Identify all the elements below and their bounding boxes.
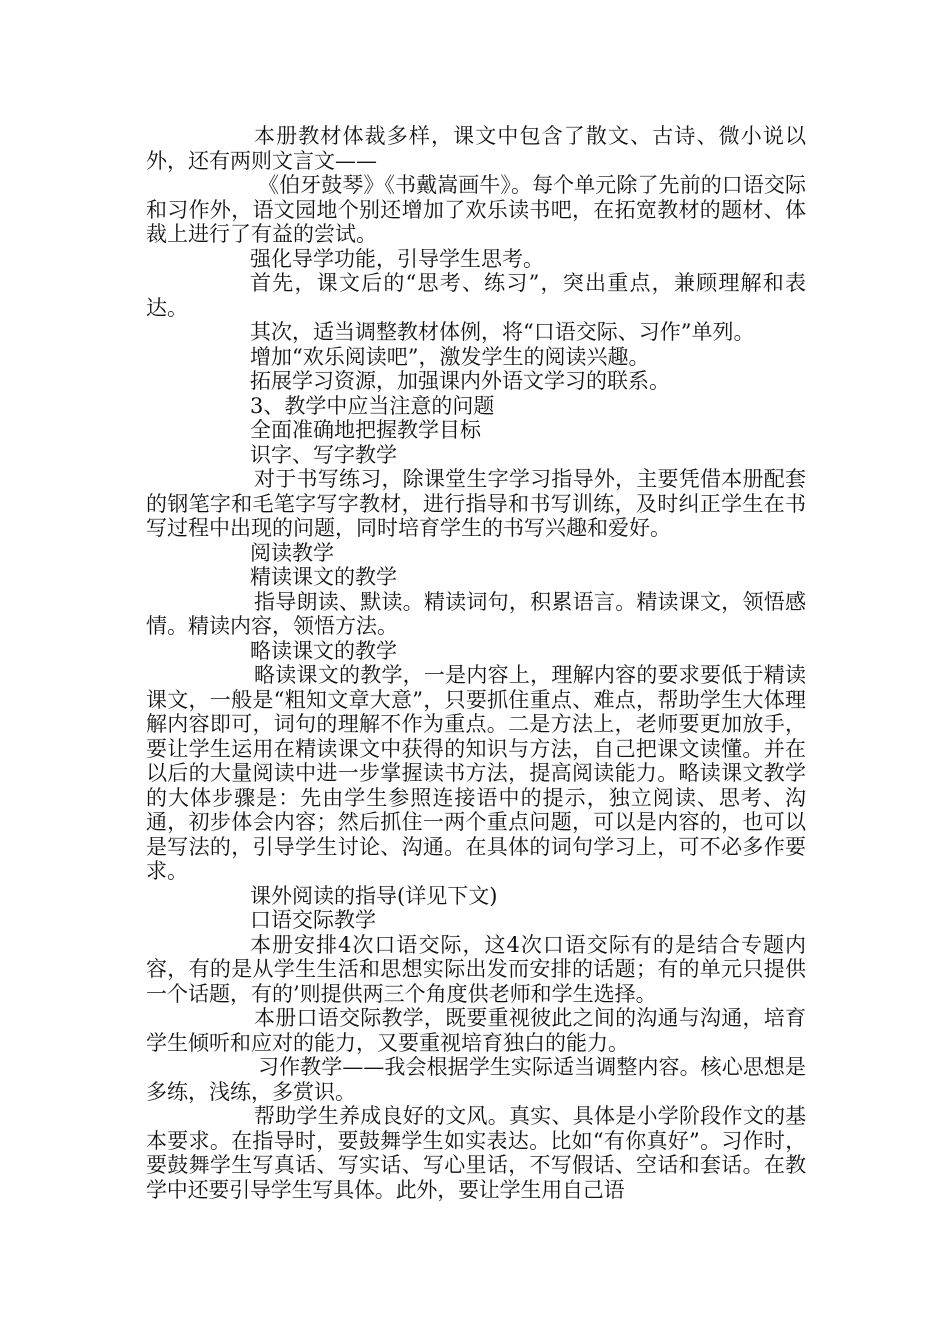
- heading-reading-teaching: 阅读教学: [250, 540, 334, 565]
- paragraph-skim-reading: 略读课文的教学，一是内容上，理解内容的要求要低于精读课文，一般是“粗知文章大意”，只要抓住重点、难点，帮助学生大体理解内容即可，词句的理解不作为重点。二是方法上，老师要更加放手，要让学生运用在精读课文中获得的知识与方法，自己把课文读懂。并在以后的大量阅读中进一步掌握读书方法，提高阅读能力。略读课文教学的大体步骤是：先由学生参照连接语中的提示，独立阅读、思考、沟通，初步体会内容；然后抓住一两个重点问题，可以是内容的，也可以是写法的，引导学生讨论、沟通。在具体的词句学习上，可不必多作要求。: [146, 663, 806, 883]
- paragraph-second: 其次，适当调整教材体例，将“口语交际、习作”单列。: [250, 320, 755, 344]
- paragraph-resources: 拓展学习资源，加强课内外语文学习的联系。: [250, 369, 670, 393]
- paragraph-composition: 习作教学——我会根据学生实际适当调整内容。核心思想是多练，浅练，多赏识。: [146, 1055, 806, 1104]
- paragraph-intensive-reading: 指导朗读、默读。精读词句，积累语言。精读课文，领悟感情。精读内容，领悟方法。: [146, 589, 806, 638]
- paragraph-units: 《伯牙鼓琴》《书戴嵩画牛》。每个单元除了先前的口语交际和习作外，语文园地个别还增加了欢乐读书吧，在拓宽教材的题材、体裁上进行了有益的尝试。: [146, 173, 806, 246]
- paragraph-oral-teaching: 本册口语交际教学，既要重视彼此之间的沟通与沟通，培育学生倾听和应对的能力，又要重视培育独白的能力。: [146, 1006, 806, 1055]
- paragraph-genres: 本册教材体裁多样，课文中包含了散文、古诗、微小说以外，还有两则文言文——: [146, 124, 806, 173]
- heading-literacy-writing: 识字、写字教学: [250, 442, 397, 467]
- heading-intensive-reading: 精读课文的教学: [250, 565, 397, 589]
- heading-oral-communication: 口语交际教学: [250, 908, 376, 932]
- heading-teaching-notes: 3、教学中应当注意的问题: [250, 393, 495, 418]
- paragraph-oral-sessions: 本册安排4次口语交际，这4次口语交际有的是结合专题内容，有的是从学生生活和思想实际出发而安排的话题；有的单元只提供一个话题，有的’则提供两三个角度供老师和学生选择。: [146, 932, 806, 1006]
- heading-teaching-goals: 全面准确地把握教学目标: [250, 418, 481, 442]
- paragraph-reading-bar: 增加“欢乐阅读吧”，激发学生的阅读兴趣。: [250, 344, 650, 369]
- paragraph-guided-learning: 强化导学功能，引导学生思考。: [250, 246, 544, 271]
- heading-extracurricular-reading: 课外阅读的指导(详见下文): [250, 883, 498, 908]
- paragraph-handwriting: 对于书写练习，除课堂生字学习指导外，主要凭借本册配套的钢笔字和毛笔字写字教材，进行指导和书写训练，及时纠正学生在书写过程中出现的问题，同时培育学生的书写兴趣和爱好。: [146, 467, 806, 540]
- heading-skim-reading: 略读课文的教学: [250, 638, 397, 663]
- document-body: [146, 124, 806, 1202]
- paragraph-first: 首先，课文后的“思考、练习”，突出重点，兼顾理解和表达。: [146, 271, 806, 320]
- paragraph-writing-style: 帮助学生养成良好的文风。真实、具体是小学阶段作文的基本要求。在指导时，要鼓舞学生如实表达。比如“有你真好”。习作时，要鼓舞学生写真话、写实话、写心里话，不写假话、空话和套话。在教学中还要引导学生写具体。此外，要让学生用自己语: [146, 1104, 806, 1202]
